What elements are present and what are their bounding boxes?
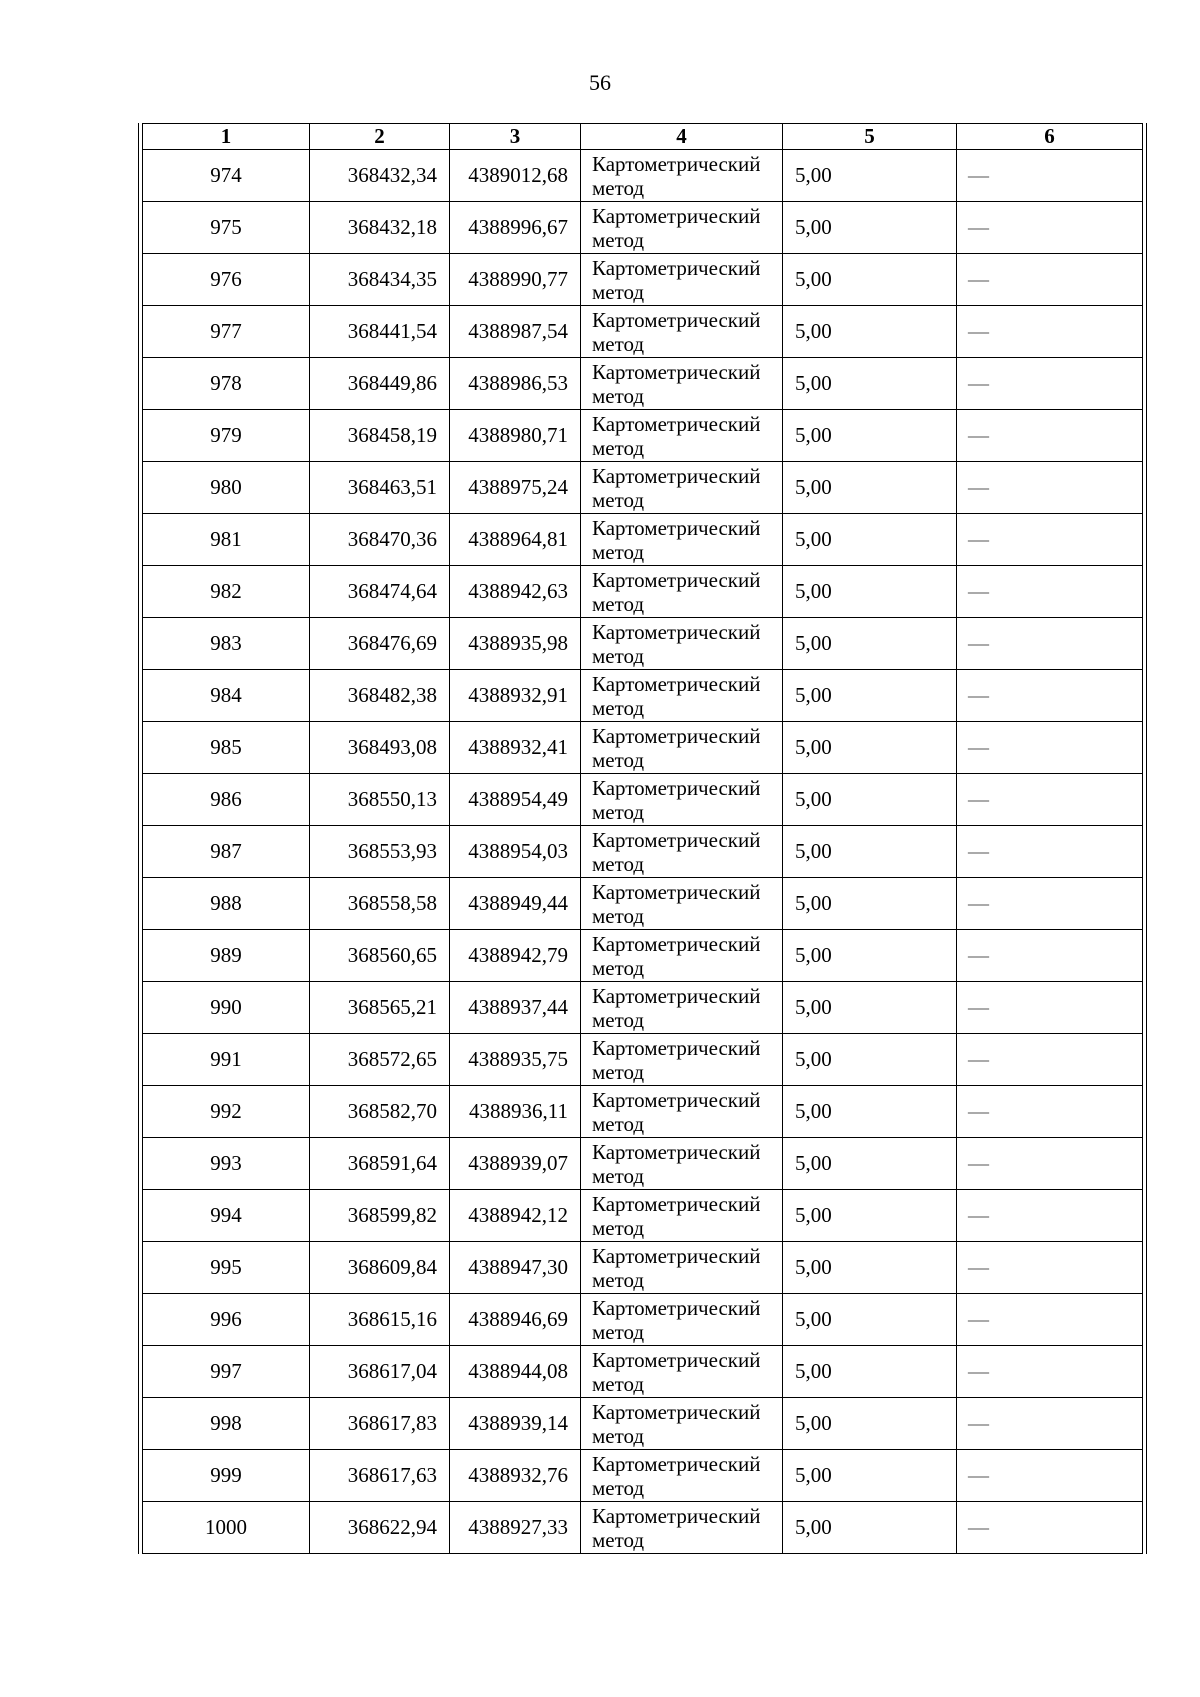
method-line: Картометрический [592, 1399, 761, 1424]
method-line: метод [592, 851, 645, 876]
method-cell [581, 1346, 783, 1398]
note-cell: — [957, 1398, 1143, 1450]
method-line: метод [592, 799, 645, 824]
coordinates-table-frame [138, 123, 1147, 1554]
note-cell: — [957, 774, 1143, 826]
table-row [143, 878, 1143, 930]
table-row [143, 1346, 1143, 1398]
point-number-cell: 990 [143, 982, 310, 1034]
point-number-cell: 978 [143, 358, 310, 410]
column-header: 1 [143, 124, 310, 150]
point-number-cell: 984 [143, 670, 310, 722]
method-line: Картометрический [592, 1243, 761, 1268]
accuracy-cell: 5,00 [783, 462, 957, 514]
accuracy-cell: 5,00 [783, 826, 957, 878]
method-cell [581, 1190, 783, 1242]
table-row [143, 1138, 1143, 1190]
point-number-cell: 998 [143, 1398, 310, 1450]
table-row [143, 514, 1143, 566]
method-line: Картометрический [592, 411, 761, 436]
accuracy-cell: 5,00 [783, 150, 957, 202]
method-line: Картометрический [592, 463, 761, 488]
x-coordinate-cell: 368463,51 [310, 462, 450, 514]
method-cell [581, 774, 783, 826]
method-cell [581, 1138, 783, 1190]
point-number-cell: 980 [143, 462, 310, 514]
x-coordinate-cell: 368449,86 [310, 358, 450, 410]
method-line: метод [592, 175, 645, 200]
method-line: метод [592, 903, 645, 928]
x-coordinate-cell: 368558,58 [310, 878, 450, 930]
column-header: 3 [450, 124, 581, 150]
method-cell [581, 1502, 783, 1554]
x-coordinate-cell: 368572,65 [310, 1034, 450, 1086]
method-line: Картометрический [592, 1191, 761, 1216]
accuracy-cell: 5,00 [783, 1294, 957, 1346]
method-cell [581, 1294, 783, 1346]
table-row [143, 722, 1143, 774]
point-number-cell: 976 [143, 254, 310, 306]
method-line: Картометрический [592, 1347, 761, 1372]
note-cell: — [957, 1346, 1143, 1398]
method-cell [581, 826, 783, 878]
method-line: метод [592, 1059, 645, 1084]
point-number-cell: 986 [143, 774, 310, 826]
x-coordinate-cell: 368432,34 [310, 150, 450, 202]
y-coordinate-cell: 4388986,53 [450, 358, 581, 410]
method-line: Картометрический [592, 619, 761, 644]
table-header-row [143, 124, 1143, 150]
x-coordinate-cell: 368591,64 [310, 1138, 450, 1190]
accuracy-cell: 5,00 [783, 670, 957, 722]
method-cell [581, 514, 783, 566]
note-cell: — [957, 826, 1143, 878]
method-cell [581, 566, 783, 618]
accuracy-cell: 5,00 [783, 358, 957, 410]
accuracy-cell: 5,00 [783, 982, 957, 1034]
y-coordinate-cell: 4389012,68 [450, 150, 581, 202]
method-line: метод [592, 1475, 645, 1500]
x-coordinate-cell: 368434,35 [310, 254, 450, 306]
y-coordinate-cell: 4388980,71 [450, 410, 581, 462]
method-cell [581, 202, 783, 254]
table-row [143, 1450, 1143, 1502]
note-cell: — [957, 566, 1143, 618]
method-line: метод [592, 487, 645, 512]
y-coordinate-cell: 4388937,44 [450, 982, 581, 1034]
method-line: метод [592, 643, 645, 668]
column-header: 6 [957, 124, 1143, 150]
point-number-cell: 999 [143, 1450, 310, 1502]
note-cell: — [957, 982, 1143, 1034]
method-cell [581, 878, 783, 930]
method-line: Картометрический [592, 723, 761, 748]
x-coordinate-cell: 368609,84 [310, 1242, 450, 1294]
point-number-cell: 981 [143, 514, 310, 566]
x-coordinate-cell: 368550,13 [310, 774, 450, 826]
table-row [143, 462, 1143, 514]
method-cell [581, 358, 783, 410]
accuracy-cell: 5,00 [783, 514, 957, 566]
method-line: метод [592, 695, 645, 720]
accuracy-cell: 5,00 [783, 774, 957, 826]
y-coordinate-cell: 4388939,14 [450, 1398, 581, 1450]
method-line: метод [592, 383, 645, 408]
note-cell: — [957, 254, 1143, 306]
method-line: метод [592, 1527, 645, 1552]
point-number-cell: 994 [143, 1190, 310, 1242]
y-coordinate-cell: 4388954,03 [450, 826, 581, 878]
y-coordinate-cell: 4388942,79 [450, 930, 581, 982]
accuracy-cell: 5,00 [783, 722, 957, 774]
accuracy-cell: 5,00 [783, 306, 957, 358]
coordinates-table [142, 123, 1143, 1554]
method-line: Картометрический [592, 307, 761, 332]
note-cell: — [957, 1450, 1143, 1502]
note-cell: — [957, 306, 1143, 358]
point-number-cell: 975 [143, 202, 310, 254]
note-cell: — [957, 670, 1143, 722]
accuracy-cell: 5,00 [783, 930, 957, 982]
method-line: Картометрический [592, 567, 761, 592]
point-number-cell: 987 [143, 826, 310, 878]
method-line: Картометрический [592, 1451, 761, 1476]
y-coordinate-cell: 4388942,63 [450, 566, 581, 618]
table-row [143, 1086, 1143, 1138]
point-number-cell: 989 [143, 930, 310, 982]
method-line: Картометрический [592, 671, 761, 696]
table-row [143, 306, 1143, 358]
point-number-cell: 992 [143, 1086, 310, 1138]
note-cell: — [957, 1138, 1143, 1190]
method-line: Картометрический [592, 1087, 761, 1112]
point-number-cell: 982 [143, 566, 310, 618]
note-cell: — [957, 1086, 1143, 1138]
note-cell: — [957, 1242, 1143, 1294]
table-row [143, 566, 1143, 618]
method-cell [581, 254, 783, 306]
note-cell: — [957, 514, 1143, 566]
x-coordinate-cell: 368617,63 [310, 1450, 450, 1502]
accuracy-cell: 5,00 [783, 1502, 957, 1554]
y-coordinate-cell: 4388996,67 [450, 202, 581, 254]
method-line: Картометрический [592, 775, 761, 800]
point-number-cell: 979 [143, 410, 310, 462]
method-line: Картометрический [592, 1295, 761, 1320]
y-coordinate-cell: 4388936,11 [450, 1086, 581, 1138]
method-cell [581, 150, 783, 202]
x-coordinate-cell: 368565,21 [310, 982, 450, 1034]
method-cell [581, 1086, 783, 1138]
y-coordinate-cell: 4388932,41 [450, 722, 581, 774]
point-number-cell: 995 [143, 1242, 310, 1294]
x-coordinate-cell: 368482,38 [310, 670, 450, 722]
method-cell [581, 670, 783, 722]
method-line: метод [592, 1007, 645, 1032]
accuracy-cell: 5,00 [783, 1398, 957, 1450]
x-coordinate-cell: 368493,08 [310, 722, 450, 774]
x-coordinate-cell: 368476,69 [310, 618, 450, 670]
method-line: метод [592, 955, 645, 980]
point-number-cell: 977 [143, 306, 310, 358]
table-row [143, 254, 1143, 306]
table-row [143, 150, 1143, 202]
y-coordinate-cell: 4388949,44 [450, 878, 581, 930]
y-coordinate-cell: 4388935,75 [450, 1034, 581, 1086]
x-coordinate-cell: 368470,36 [310, 514, 450, 566]
method-cell [581, 410, 783, 462]
accuracy-cell: 5,00 [783, 1190, 957, 1242]
y-coordinate-cell: 4388944,08 [450, 1346, 581, 1398]
table-row [143, 1398, 1143, 1450]
note-cell: — [957, 1034, 1143, 1086]
note-cell: — [957, 358, 1143, 410]
x-coordinate-cell: 368582,70 [310, 1086, 450, 1138]
point-number-cell: 997 [143, 1346, 310, 1398]
table-row [143, 202, 1143, 254]
method-line: Картометрический [592, 359, 761, 384]
method-cell [581, 1242, 783, 1294]
y-coordinate-cell: 4388935,98 [450, 618, 581, 670]
method-cell [581, 306, 783, 358]
accuracy-cell: 5,00 [783, 566, 957, 618]
x-coordinate-cell: 368432,18 [310, 202, 450, 254]
x-coordinate-cell: 368622,94 [310, 1502, 450, 1554]
accuracy-cell: 5,00 [783, 202, 957, 254]
accuracy-cell: 5,00 [783, 410, 957, 462]
table-row [143, 358, 1143, 410]
x-coordinate-cell: 368553,93 [310, 826, 450, 878]
x-coordinate-cell: 368615,16 [310, 1294, 450, 1346]
point-number-cell: 991 [143, 1034, 310, 1086]
method-cell [581, 1450, 783, 1502]
method-line: Картометрический [592, 255, 761, 280]
table-row [143, 826, 1143, 878]
y-coordinate-cell: 4388939,07 [450, 1138, 581, 1190]
table-row [143, 1294, 1143, 1346]
table-row [143, 1190, 1143, 1242]
method-line: Картометрический [592, 983, 761, 1008]
y-coordinate-cell: 4388954,49 [450, 774, 581, 826]
y-coordinate-cell: 4388964,81 [450, 514, 581, 566]
accuracy-cell: 5,00 [783, 618, 957, 670]
accuracy-cell: 5,00 [783, 1086, 957, 1138]
note-cell: — [957, 410, 1143, 462]
table-row [143, 410, 1143, 462]
y-coordinate-cell: 4388932,76 [450, 1450, 581, 1502]
x-coordinate-cell: 368617,83 [310, 1398, 450, 1450]
point-number-cell: 993 [143, 1138, 310, 1190]
table-row [143, 1502, 1143, 1554]
method-line: Картометрический [592, 203, 761, 228]
method-line: метод [592, 1163, 645, 1188]
method-cell [581, 462, 783, 514]
table-row [143, 982, 1143, 1034]
point-number-cell: 983 [143, 618, 310, 670]
method-line: метод [592, 331, 645, 356]
note-cell: — [957, 618, 1143, 670]
method-line: Картометрический [592, 515, 761, 540]
point-number-cell: 974 [143, 150, 310, 202]
column-header: 2 [310, 124, 450, 150]
column-header: 4 [581, 124, 783, 150]
accuracy-cell: 5,00 [783, 1450, 957, 1502]
y-coordinate-cell: 4388975,24 [450, 462, 581, 514]
point-number-cell: 988 [143, 878, 310, 930]
method-line: метод [592, 435, 645, 460]
table-row [143, 1242, 1143, 1294]
method-line: Картометрический [592, 827, 761, 852]
method-cell [581, 1034, 783, 1086]
method-cell [581, 930, 783, 982]
method-line: Картометрический [592, 879, 761, 904]
accuracy-cell: 5,00 [783, 1242, 957, 1294]
y-coordinate-cell: 4388946,69 [450, 1294, 581, 1346]
x-coordinate-cell: 368617,04 [310, 1346, 450, 1398]
page-number: 56 [589, 70, 611, 95]
y-coordinate-cell: 4388932,91 [450, 670, 581, 722]
table-row [143, 1034, 1143, 1086]
method-cell [581, 982, 783, 1034]
table-row [143, 670, 1143, 722]
note-cell: — [957, 722, 1143, 774]
x-coordinate-cell: 368599,82 [310, 1190, 450, 1242]
method-line: метод [592, 227, 645, 252]
y-coordinate-cell: 4388927,33 [450, 1502, 581, 1554]
method-line: Картометрический [592, 1503, 761, 1528]
y-coordinate-cell: 4388987,54 [450, 306, 581, 358]
point-number-cell: 985 [143, 722, 310, 774]
method-line: метод [592, 1371, 645, 1396]
table-row [143, 774, 1143, 826]
method-line: Картометрический [592, 1035, 761, 1060]
note-cell: — [957, 878, 1143, 930]
method-line: метод [592, 279, 645, 304]
method-cell [581, 1398, 783, 1450]
method-line: метод [592, 539, 645, 564]
note-cell: — [957, 150, 1143, 202]
method-line: метод [592, 1111, 645, 1136]
note-cell: — [957, 462, 1143, 514]
method-line: метод [592, 1215, 645, 1240]
accuracy-cell: 5,00 [783, 254, 957, 306]
method-line: Картометрический [592, 931, 761, 956]
method-line: метод [592, 1423, 645, 1448]
point-number-cell: 996 [143, 1294, 310, 1346]
accuracy-cell: 5,00 [783, 1138, 957, 1190]
note-cell: — [957, 1190, 1143, 1242]
method-line: метод [592, 591, 645, 616]
x-coordinate-cell: 368441,54 [310, 306, 450, 358]
note-cell: — [957, 1294, 1143, 1346]
y-coordinate-cell: 4388947,30 [450, 1242, 581, 1294]
method-line: метод [592, 1267, 645, 1292]
method-cell [581, 722, 783, 774]
method-line: Картометрический [592, 151, 761, 176]
accuracy-cell: 5,00 [783, 1034, 957, 1086]
method-line: Картометрический [592, 1139, 761, 1164]
accuracy-cell: 5,00 [783, 878, 957, 930]
method-line: метод [592, 1319, 645, 1344]
point-number-cell: 1000 [143, 1502, 310, 1554]
method-cell [581, 618, 783, 670]
column-header: 5 [783, 124, 957, 150]
y-coordinate-cell: 4388942,12 [450, 1190, 581, 1242]
table-row [143, 618, 1143, 670]
note-cell: — [957, 202, 1143, 254]
y-coordinate-cell: 4388990,77 [450, 254, 581, 306]
accuracy-cell: 5,00 [783, 1346, 957, 1398]
x-coordinate-cell: 368474,64 [310, 566, 450, 618]
note-cell: — [957, 1502, 1143, 1554]
method-line: метод [592, 747, 645, 772]
table-row [143, 930, 1143, 982]
note-cell: — [957, 930, 1143, 982]
x-coordinate-cell: 368458,19 [310, 410, 450, 462]
x-coordinate-cell: 368560,65 [310, 930, 450, 982]
